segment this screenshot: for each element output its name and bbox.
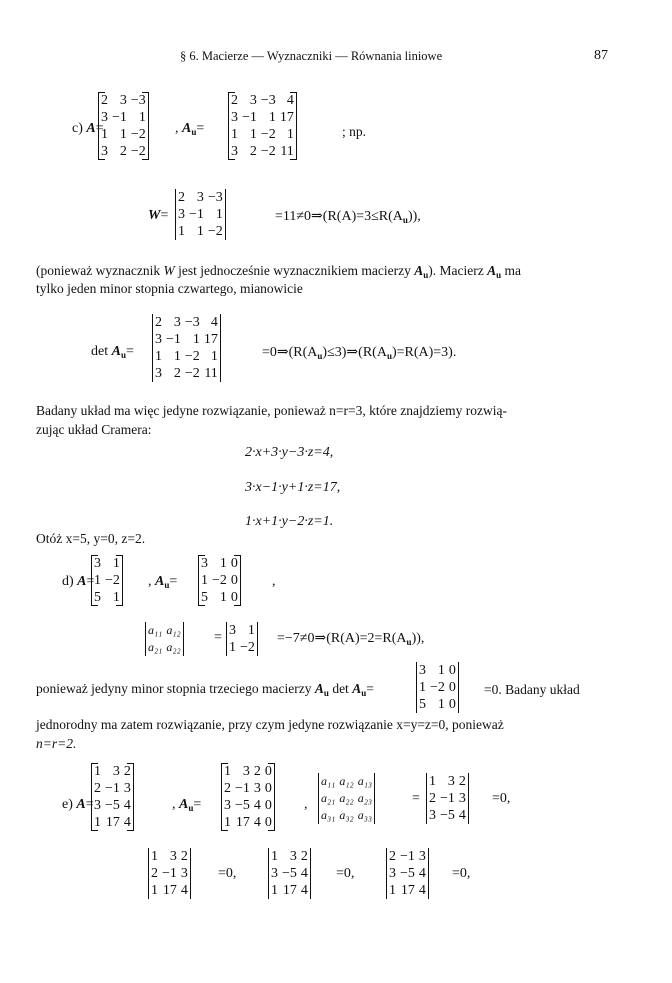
- text-c-1: (ponieważ wyznacznik W jest jednocześnie wyznacznikiem macierzy $A_u$). Macierz $A_u$ ma: [36, 263, 521, 280]
- matrix-cell: 3: [289, 849, 297, 864]
- det-d-Au: [416, 662, 459, 713]
- matrix-cell: 4: [180, 883, 188, 898]
- matrix-cell: 2: [300, 849, 308, 864]
- matrix-cell: a₃₃: [357, 808, 373, 822]
- np-text: ; np.: [342, 124, 367, 139]
- matrix-cell: 3: [155, 366, 162, 381]
- matrix-cell: 4: [286, 93, 294, 108]
- matrix-cell: 3: [169, 849, 177, 864]
- comma-d: ,: [272, 574, 276, 589]
- matrix-cell: a₂₂: [166, 640, 181, 654]
- matrix-cell: −1: [189, 207, 204, 222]
- matrix-cell: 2: [249, 144, 257, 159]
- matrix-cell: 1: [155, 349, 162, 364]
- matrix-cell: 11: [280, 144, 294, 159]
- text-c-3: Badany układ ma więc jedyne rozwiązanie, ponieważ n=r=3, które znajdziemy rozwią-: [36, 403, 508, 418]
- matrix-cell: 1: [94, 764, 101, 779]
- matrix-cell: 2: [224, 781, 231, 796]
- matrix-cell: −2: [184, 349, 200, 364]
- matrix-cell: 1: [173, 349, 181, 364]
- matrix-cell: 3: [196, 190, 204, 205]
- matrix-d-A: [91, 555, 123, 606]
- matrix-cell: a₂₁: [148, 640, 163, 654]
- matrix-cell: 0: [230, 590, 238, 605]
- matrix-cell: 17: [203, 332, 218, 347]
- matrix-cell: −2: [260, 144, 276, 159]
- matrix-cell: a₃₁: [321, 808, 336, 822]
- matrix-cell: 2: [178, 190, 185, 205]
- text-d-2: jednorodny ma zatem rozwiązanie, przy czym jedyne rozwiązanie x=y=z=0, ponieważ: [36, 717, 504, 732]
- matrix-cell: 2: [94, 781, 101, 796]
- matrix-cell: 4: [123, 815, 131, 830]
- matrix-cell: 1: [247, 623, 255, 638]
- label-e-Au: , $A_u=$: [172, 797, 202, 813]
- eq-sign-e: =: [412, 791, 420, 806]
- matrix-cell: 1: [101, 127, 108, 142]
- matrix-d-Au: [198, 555, 241, 606]
- matrix-cell: −2: [207, 224, 223, 239]
- matrix-cell: 1: [286, 127, 294, 142]
- matrix-cell: 1: [268, 110, 276, 125]
- matrix-cell: 17: [235, 815, 250, 830]
- label-d: d) A=: [62, 574, 95, 589]
- det-c-Au: [152, 314, 221, 382]
- val-e: [426, 773, 469, 824]
- matrix-cell: 1: [151, 849, 158, 864]
- matrix-cell: −2: [184, 366, 200, 381]
- matrix-cell: 4: [253, 798, 261, 813]
- matrix-cell: 3: [201, 556, 208, 571]
- matrix-cell: 2: [123, 764, 131, 779]
- matrix-cell: 1: [112, 556, 120, 571]
- matrix-cell: a₁₃: [357, 774, 373, 788]
- text-c-2: tylko jeden minor stopnia czwartego, mianowicie: [36, 281, 303, 296]
- matrix-cell: 4: [418, 866, 426, 881]
- matrix-cell: 3: [112, 764, 120, 779]
- matrix-cell: 17: [279, 110, 294, 125]
- matrix-cell: −1: [105, 781, 120, 796]
- matrix-cell: 1: [215, 207, 223, 222]
- det-c-result: $=0\Rightarrow(R(A_u)\le 3)\Rightarrow(R(A_u)=R(A)=3)$.: [262, 345, 457, 361]
- matrix-cell: −2: [105, 573, 120, 588]
- matrix-cell: −5: [440, 808, 455, 823]
- section-title: § 6. Macierze — Wyznaczniki — Równania liniowe: [180, 49, 443, 63]
- matrix-cell: 5: [419, 697, 426, 712]
- matrix-cell: 17: [282, 883, 297, 898]
- det-d-result: =0. Badany układ: [484, 682, 580, 697]
- minor-val-d: [226, 622, 258, 656]
- matrix-cell: 2: [173, 366, 181, 381]
- matrix-cell: 3: [249, 93, 257, 108]
- label-c-Au: , $A_u=$: [175, 121, 205, 137]
- matrix-cell: 3: [123, 781, 131, 796]
- matrix-cell: −3: [184, 315, 200, 330]
- matrix-cell: 1: [219, 590, 227, 605]
- matrix-cell: 1: [224, 815, 231, 830]
- matrix-cell: 3: [94, 798, 101, 813]
- matrix-cell: −5: [400, 866, 415, 881]
- matrix-cell: 2: [253, 764, 261, 779]
- matrix-cell: 1: [192, 332, 200, 347]
- matrix-cell: 4: [300, 883, 308, 898]
- matrix-cell: 3: [101, 144, 108, 159]
- det-e-1: [148, 848, 191, 899]
- matrix-cell: −2: [130, 144, 146, 159]
- matrix-cell: 1: [112, 590, 120, 605]
- minor-d-result: $=-7\ne 0\Rightarrow(R(A)=2=R(A_u))$,: [277, 631, 425, 647]
- matrix-cell: a₁₂: [166, 623, 181, 637]
- matrix-cell: 3: [224, 798, 231, 813]
- matrix-cell: 0: [264, 781, 272, 796]
- matrix-cell: 3: [94, 556, 101, 571]
- matrix-cell: 0: [448, 663, 456, 678]
- minor-sym-d: [145, 622, 184, 656]
- matrix-cell: −2: [260, 127, 276, 142]
- det-W: [175, 189, 226, 240]
- W-label: W=: [148, 208, 169, 223]
- matrix-cell: 5: [201, 590, 208, 605]
- text-d-1: ponieważ jedyny minor stopnia trzeciego macierzy $A_u$ $\det A_u=$: [36, 681, 374, 698]
- comma-e: ,: [304, 797, 308, 812]
- label-c: c) A=: [72, 121, 104, 136]
- matrix-cell: 2: [155, 315, 162, 330]
- det-e-2-result: =0,: [336, 866, 355, 881]
- matrix-cell: 3: [429, 808, 436, 823]
- matrix-cell: −1: [242, 110, 257, 125]
- matrix-e-A: [91, 763, 134, 831]
- matrix-cell: 2: [151, 866, 158, 881]
- matrix-cell: 1: [178, 224, 185, 239]
- matrix-cell: −2: [430, 680, 445, 695]
- matrix-cell: 0: [230, 573, 238, 588]
- det-e-3: [386, 848, 429, 899]
- matrix-cell: 3: [101, 110, 108, 125]
- matrix-cell: 2: [101, 93, 108, 108]
- matrix-cell: −3: [260, 93, 276, 108]
- matrix-cell: 2: [389, 849, 396, 864]
- matrix-cell: 1: [138, 110, 146, 125]
- matrix-cell: 4: [300, 866, 308, 881]
- matrix-cell: 1: [249, 127, 257, 142]
- matrix-cell: 3: [119, 93, 127, 108]
- matrix-cell: 1: [201, 573, 208, 588]
- label-d-Au: , $A_u=$: [148, 574, 178, 590]
- det-e-1-result: =0,: [218, 866, 237, 881]
- matrix-cell: −1: [112, 110, 127, 125]
- matrix-cell: −2: [130, 127, 146, 142]
- matrix-cell: a₂₂: [339, 791, 354, 805]
- page-number: 87: [594, 48, 608, 63]
- matrix-cell: 11: [204, 366, 218, 381]
- matrix-cell: 2: [180, 849, 188, 864]
- matrix-cell: 2: [458, 774, 466, 789]
- cramer-eq-2: 3·x−1·y+1·z=17,: [245, 480, 341, 495]
- matrix-cell: 0: [264, 764, 272, 779]
- label-e: e) A=: [62, 797, 94, 812]
- matrix-c-Au: [228, 92, 297, 160]
- matrix-cell: 3: [178, 207, 185, 222]
- matrix-cell: 3: [229, 623, 236, 638]
- matrix-e-Au: [221, 763, 275, 831]
- W-result: $=11\ne 0\Rightarrow(R(A)=3\le R(A_u))$,: [275, 209, 421, 225]
- matrix-cell: 1: [271, 883, 278, 898]
- matrix-cell: 1: [231, 127, 238, 142]
- matrix-cell: 3: [458, 791, 466, 806]
- matrix-cell: 1: [429, 774, 436, 789]
- solution-c: Otóż x=5, y=0, z=2.: [36, 531, 146, 546]
- matrix-cell: a₂₁: [321, 791, 336, 805]
- matrix-cell: 3: [271, 866, 278, 881]
- matrix-cell: 1: [229, 640, 236, 655]
- matrix-cell: −1: [400, 849, 415, 864]
- matrix-cell: 3: [155, 332, 162, 347]
- matrix-cell: 5: [94, 590, 101, 605]
- matrix-cell: 1: [389, 883, 396, 898]
- matrix-cell: 3: [447, 774, 455, 789]
- matrix-cell: 1: [271, 849, 278, 864]
- matrix-cell: 1: [437, 697, 445, 712]
- matrix-cell: 2: [231, 93, 238, 108]
- matrix-cell: 2: [119, 144, 127, 159]
- matrix-cell: 2: [429, 791, 436, 806]
- matrix-cell: 3: [173, 315, 181, 330]
- matrix-cell: 3: [242, 764, 250, 779]
- matrix-cell: 17: [105, 815, 120, 830]
- matrix-cell: a₁₂: [339, 774, 354, 788]
- matrix-cell: 0: [448, 680, 456, 695]
- matrix-cell: 3: [231, 144, 238, 159]
- matrix-cell: 1: [119, 127, 127, 142]
- matrix-cell: a₁₁: [148, 623, 163, 637]
- matrix-cell: −5: [282, 866, 297, 881]
- text-d-3: n=r=2.: [36, 736, 77, 751]
- det-e-3-result: =0,: [452, 866, 471, 881]
- matrix-cell: 17: [162, 883, 177, 898]
- matrix-cell: −1: [166, 332, 181, 347]
- matrix-cell: 3: [419, 663, 426, 678]
- matrix-cell: −2: [212, 573, 227, 588]
- matrix-cell: 4: [123, 798, 131, 813]
- matrix-cell: a₁₁: [321, 774, 336, 788]
- matrix-cell: 1: [437, 663, 445, 678]
- matrix-cell: 0: [230, 556, 238, 571]
- eq-sign-d: =: [214, 630, 222, 645]
- matrix-cell: 17: [400, 883, 415, 898]
- matrix-c-A: [98, 92, 149, 160]
- matrix-cell: 0: [264, 815, 272, 830]
- matrix-cell: 3: [180, 866, 188, 881]
- matrix-cell: −1: [235, 781, 250, 796]
- text-c-4: zując układ Cramera:: [36, 422, 152, 437]
- matrix-cell: 3: [389, 866, 396, 881]
- matrix-cell: −1: [440, 791, 455, 806]
- matrix-cell: 4: [458, 808, 466, 823]
- matrix-cell: a₂₃: [357, 791, 373, 805]
- cramer-eq-1: 2·x+3·y−3·z=4,: [245, 445, 334, 460]
- sym-e: [318, 773, 375, 824]
- matrix-cell: 1: [151, 883, 158, 898]
- matrix-cell: 3: [253, 781, 261, 796]
- matrix-cell: 1: [219, 556, 227, 571]
- det-e-2: [268, 848, 311, 899]
- val-e-result: =0,: [492, 791, 511, 806]
- matrix-cell: 0: [264, 798, 272, 813]
- matrix-cell: 3: [418, 849, 426, 864]
- matrix-cell: a₃₂: [339, 808, 354, 822]
- det-Au-label: $\det A_u=$: [91, 344, 134, 360]
- matrix-cell: 1: [94, 815, 101, 830]
- matrix-cell: 4: [253, 815, 261, 830]
- matrix-cell: −5: [105, 798, 120, 813]
- matrix-cell: 1: [94, 573, 101, 588]
- matrix-cell: −5: [235, 798, 250, 813]
- matrix-cell: 4: [418, 883, 426, 898]
- matrix-cell: 0: [448, 697, 456, 712]
- matrix-cell: 1: [419, 680, 426, 695]
- matrix-cell: 3: [231, 110, 238, 125]
- matrix-cell: 1: [210, 349, 218, 364]
- matrix-cell: −3: [130, 93, 146, 108]
- matrix-cell: −2: [240, 640, 255, 655]
- matrix-cell: 1: [196, 224, 204, 239]
- cramer-eq-3: 1·x+1·y−2·z=1.: [245, 514, 334, 529]
- matrix-cell: −1: [162, 866, 177, 881]
- matrix-cell: −3: [207, 190, 223, 205]
- matrix-cell: 4: [210, 315, 218, 330]
- matrix-cell: 1: [224, 764, 231, 779]
